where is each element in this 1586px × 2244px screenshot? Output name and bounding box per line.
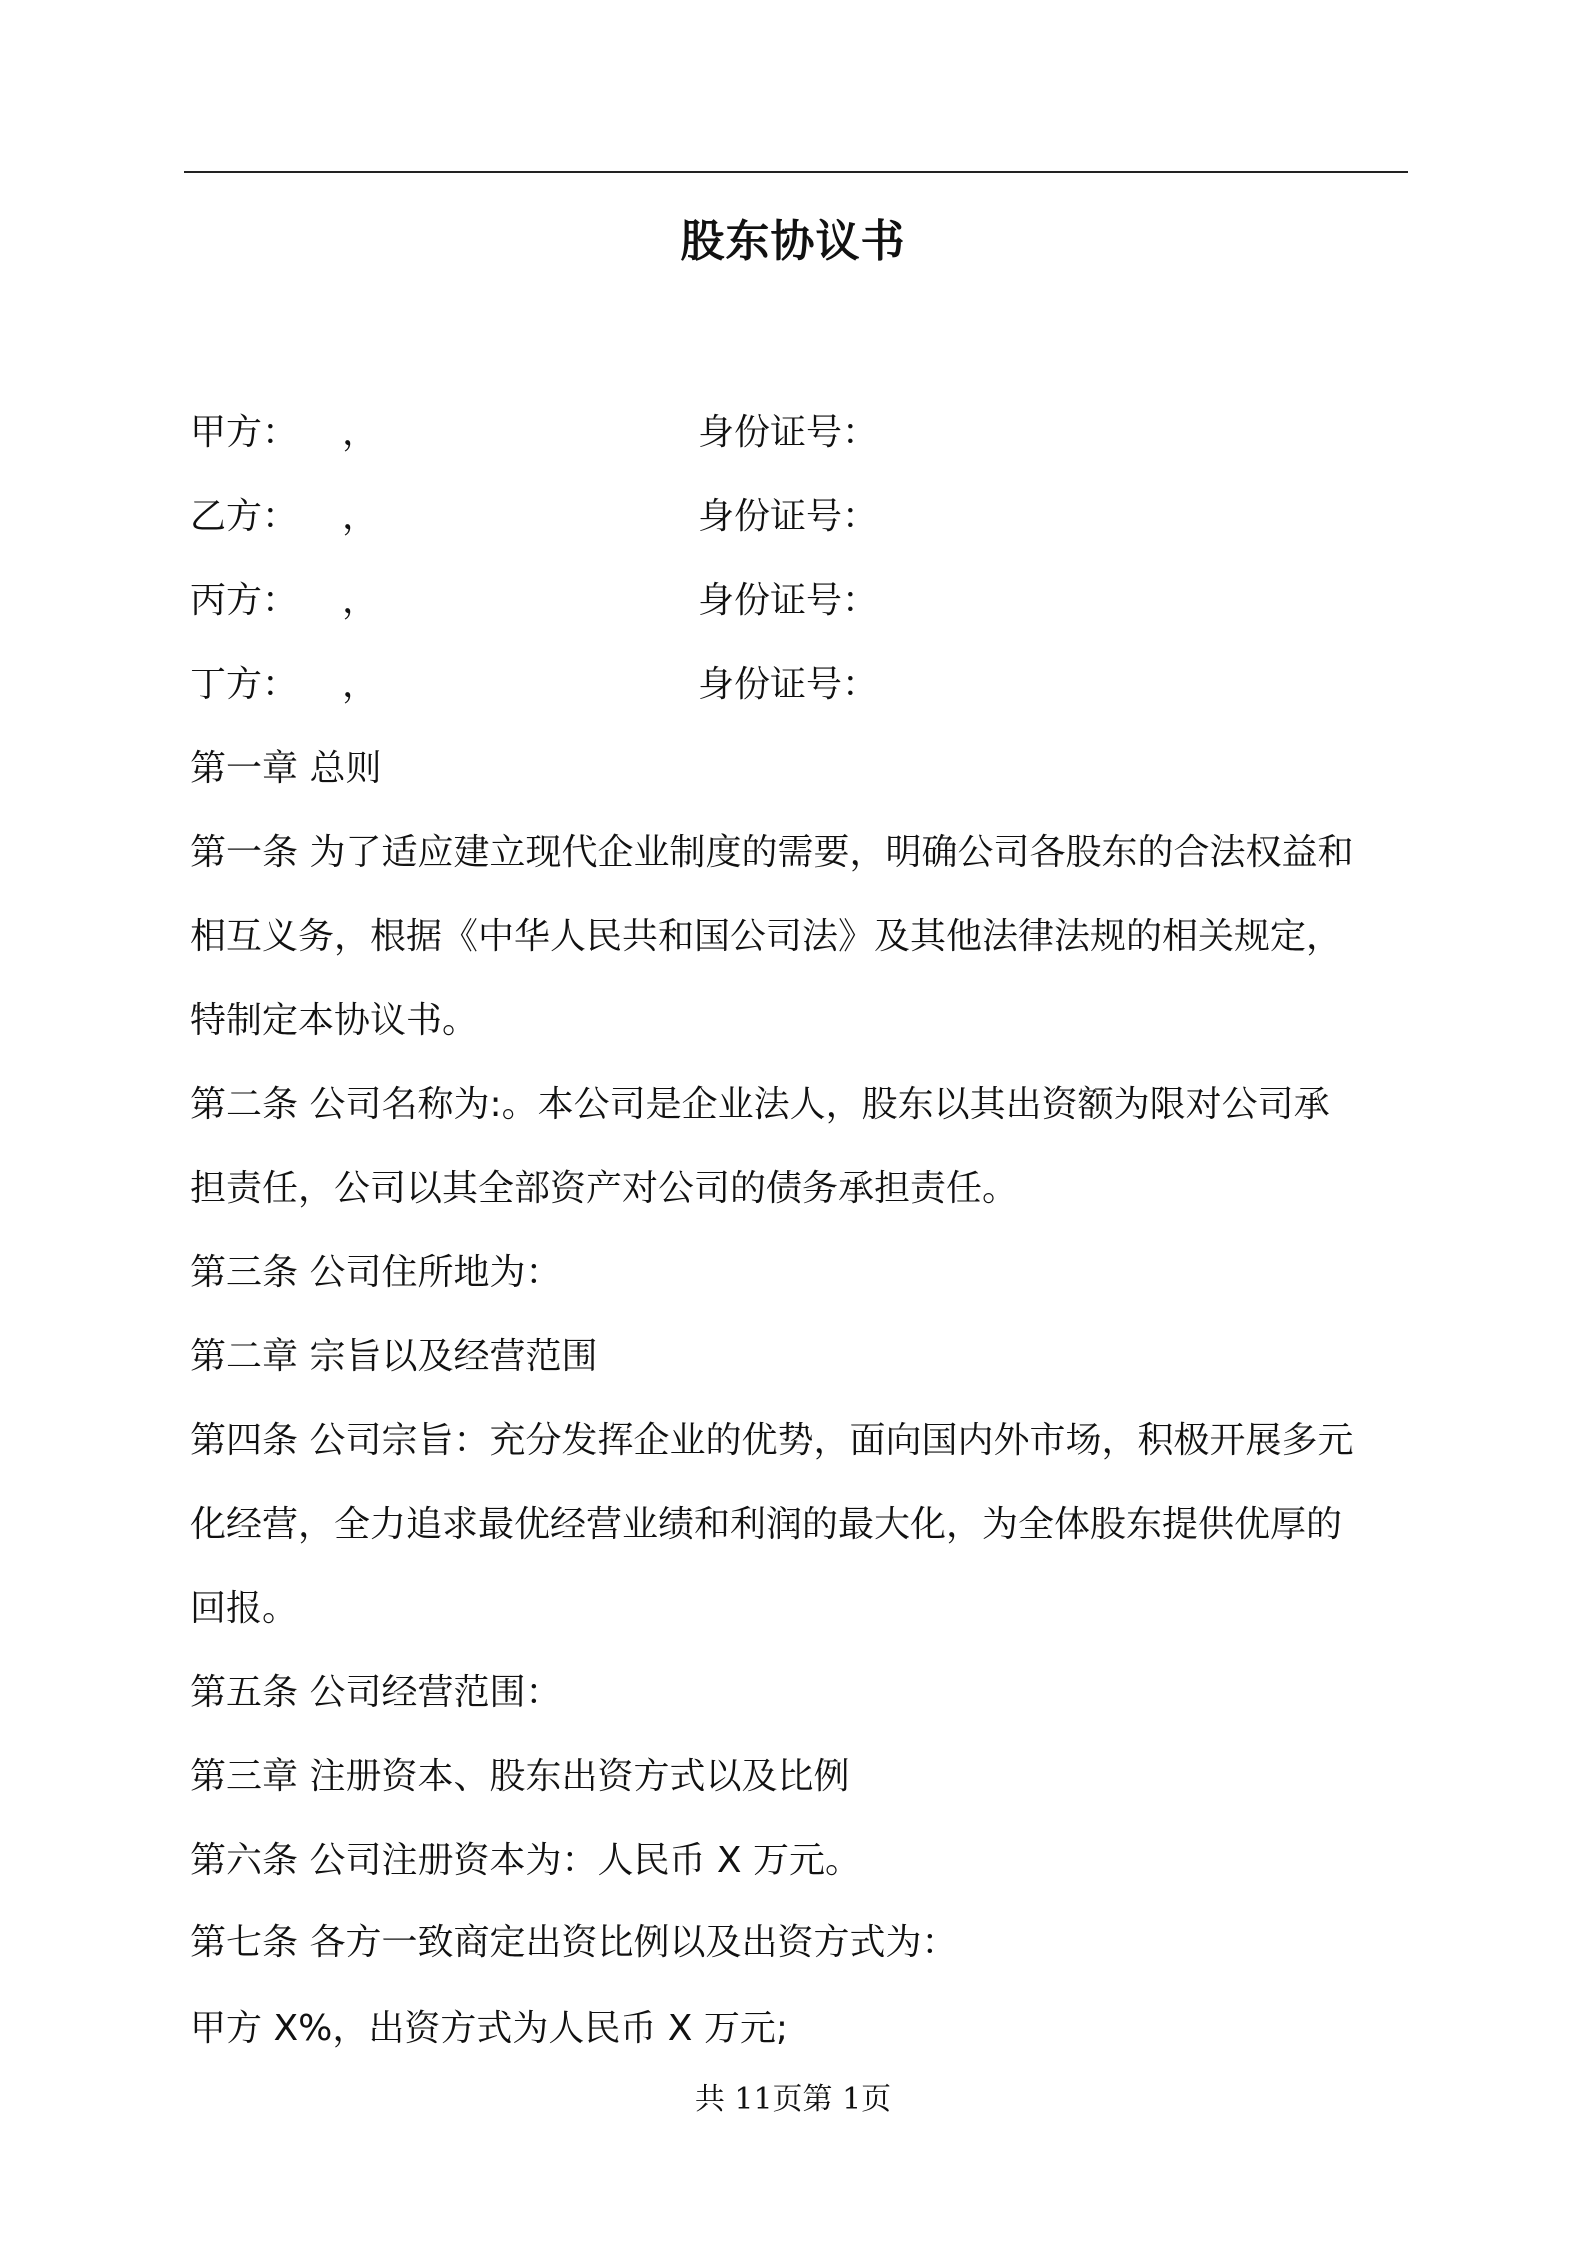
- article-text: 相互义务，根据《中华人民共和国公司法》及其他法律法规的相关规定，: [190, 916, 1343, 957]
- chapter-heading: 第一章 总则: [190, 748, 382, 789]
- article-text: 担责任，公司以其全部资产对公司的债务承担责任。: [190, 1168, 1019, 1209]
- id-number-label: 身份证号：: [698, 412, 879, 453]
- article-text: 回报。: [190, 1588, 299, 1629]
- article-text: 特制定本协议书。: [190, 1000, 479, 1041]
- article-text: 第一条 为了适应建立现代企业制度的需要，明确公司各股东的合法权益和: [190, 832, 1354, 873]
- article-text: 第三条 公司住所地为：: [190, 1252, 562, 1293]
- party-name-blank: ，: [342, 664, 379, 705]
- header-rule: [184, 171, 1408, 173]
- document-title: 股东协议书: [680, 216, 906, 267]
- party-label: 丙方：: [190, 580, 299, 621]
- article-text: 第五条 公司经营范围：: [190, 1672, 562, 1713]
- party-name-blank: ，: [342, 412, 379, 453]
- article-text: 第二条 公司名称为:。本公司是企业法人，股东以其出资额为限对公司承: [190, 1084, 1330, 1125]
- article-text: 化经营，全力追求最优经营业绩和利润的最大化，为全体股东提供优厚的: [190, 1504, 1343, 1545]
- chapter-heading: 第二章 宗旨以及经营范围: [190, 1336, 598, 1377]
- party-name-blank: ，: [342, 580, 379, 621]
- id-number-label: 身份证号：: [698, 496, 879, 537]
- id-number-label: 身份证号：: [698, 664, 879, 705]
- article-text: 第六条 公司注册资本为：人民币 X 万元。: [190, 1840, 861, 1881]
- chapter-heading: 第三章 注册资本、股东出资方式以及比例: [190, 1756, 850, 1797]
- id-number-label: 身份证号：: [698, 580, 879, 621]
- article-text: 甲方 X%，出资方式为人民币 X 万元;: [190, 2008, 788, 2049]
- party-label: 丁方：: [190, 664, 299, 705]
- article-text: 第七条 各方一致商定出资比例以及出资方式为：: [190, 1922, 958, 1963]
- page-footer: 共 11页第 1页: [694, 2082, 892, 2117]
- party-label: 乙方：: [190, 496, 299, 537]
- party-name-blank: ，: [342, 496, 379, 537]
- party-label: 甲方：: [190, 412, 299, 453]
- article-text: 第四条 公司宗旨：充分发挥企业的优势，面向国内外市场，积极开展多元: [190, 1420, 1354, 1461]
